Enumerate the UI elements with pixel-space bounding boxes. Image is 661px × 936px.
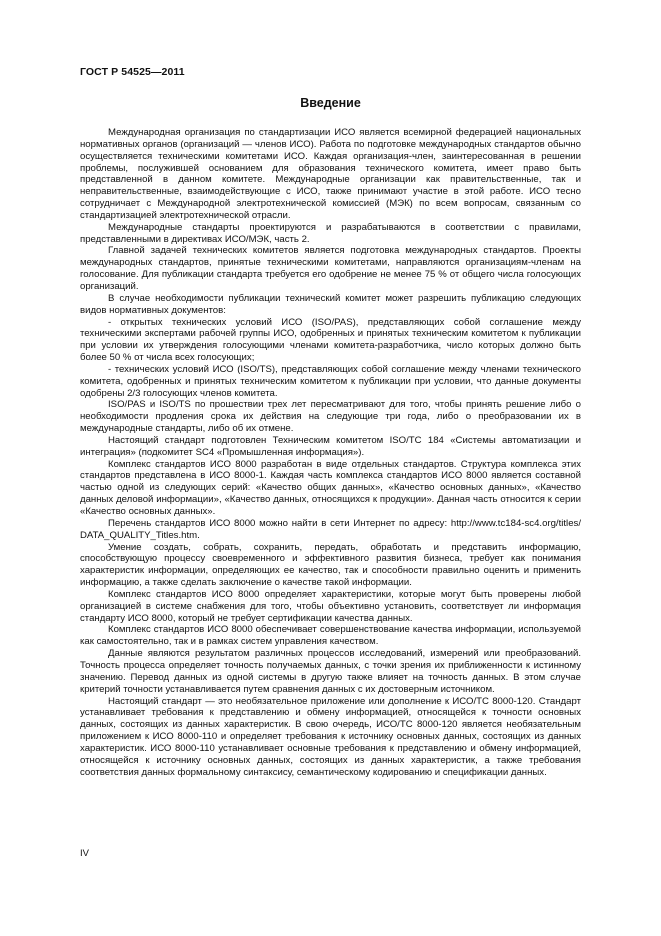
- paragraph: Умение создать, собрать, сохранить, передать, обработать и представить информацию, способствующую процессу своевременного и эффективного развития бизнеса, требует как понимания характеристик информации, определяющих ее качество, так и способности правильно оценить и применить информацию, а также сделать заключение о качестве такой информации.: [80, 541, 581, 589]
- paragraph: - открытых технических условий ИСО (ISO/PAS), представляющих собой соглашение между техническими экспертами рабочей группы ИСО, одобренных и принятых техническим комитетом к публикации при условии их утверждения голосующими членами комитета-разработчика, число которых должно быть более 50 % от числа всех голосующих;: [80, 316, 581, 364]
- paragraph: - технических условий ИСО (ISO/TS), представляющих собой соглашение между членами технического комитета, одобренных и принятых техническим комитетом к публикации при условии, что данные документы одобрены 2/3 голосующих членов комитета.: [80, 363, 581, 399]
- document-header: ГОСТ Р 54525—2011: [80, 66, 185, 78]
- paragraph: ISO/PAS и ISO/TS по прошествии трех лет пересматривают для того, чтобы принять решение либо о необходимости продления срока их действия на следующие три года, либо о преобразовании их в международные стандарты, либо об их отмене.: [80, 399, 581, 435]
- paragraph: Комплекс стандартов ИСО 8000 разработан в виде отдельных стандартов. Структура комплекса этих стандартов представлена в ИСО 8000-1. Каждая часть комплекса стандартов ИСО 8000 является составной частью одной из следующих серий: «Качество общих данных», «Качество основных данных», «Качество данных деловой информации», «Качество данных, относящихся к продукции». Данная часть относится к серии «Качество основных данных».: [80, 458, 581, 517]
- section-title: Введение: [300, 96, 361, 110]
- paragraph: Комплекс стандартов ИСО 8000 определяет характеристики, которые могут быть проверены любой организацией в системе снабжения для того, чтобы объективно установить, соответствует ли информация стандарту ИСО 8000, который не требует сертификации качества данных.: [80, 588, 581, 624]
- paragraph: Настоящий стандарт — это необязательное приложение или дополнение к ИСО/ТС 8000-120. Стандарт устанавливает требования к представлению и обмену информацией, относящейся к точности основных данных, состоящих из данных характеристик. В свою очередь, ИСО/ТС 8000-120 является необязательным приложением к ИСО 8000-110 и определяет требования к источнику основных данных, состоящих из данных характеристик. ИСО 8000-110 устанавливает основные требования к представлению и обмену информацией, относящейся к источнику основных данных, состоящих из данных характеристик, а также требования соответствия данных формальному синтаксису, семантическому кодированию и спецификации данных.: [80, 695, 581, 778]
- paragraph: Перечень стандартов ИСО 8000 можно найти в сети Интернет по адресу: http://www.tc184-sc4.org/titles/ DATA_QUALITY_Titles.htm.: [80, 517, 581, 541]
- paragraph: Комплекс стандартов ИСО 8000 обеспечивает совершенствование качества информации, используемой как самостоятельно, так и в рамках систем управления качеством.: [80, 624, 581, 648]
- paragraph: Настоящий стандарт подготовлен Техническим комитетом ISO/TC 184 «Системы автоматизации и интеграция» (подкомитет SC4 «Промышленная информация»).: [80, 434, 581, 458]
- paragraph: Международная организация по стандартизации ИСО является всемирной федерацией национальных нормативных органов (организаций — членов ИСО). Работа по подготовке международных стандартов обычно осуществляется техническими комитетами ИСО. Каждая организация-член, заинтересованная в решении проблемы, послужившей основанием для образования технического комитета, имеет право быть представленной в данном комитете. Международные организации как правительственные, так и неправительственные, взаимодействующие с ИСО, также принимают участие в этой работе. ИСО тесно сотрудничает с Международной электротехнической комиссией (МЭК) по всем вопросам, связанным со стандартизацией электротехнической отрасли.: [80, 127, 581, 221]
- document-body: [80, 127, 581, 778]
- paragraph: В случае необходимости публикации технический комитет может разрешить публикацию следующих видов нормативных документов:: [80, 292, 581, 316]
- paragraph: Главной задачей технических комитетов является подготовка международных стандартов. Проекты международных стандартов, принятые техническими комитетами, направляются организациям-членам на голосование. Для публикации стандарта требуется его одобрение не менее 75 % от общего числа голосующих организаций.: [80, 245, 581, 292]
- paragraph: Международные стандарты проектируются и разрабатываются в соответствии с правилами, представленными в директивах ИСО/МЭК, часть 2.: [80, 221, 581, 245]
- paragraph: Данные являются результатом различных процессов исследований, измерений или преобразований. Точность процесса определяет точность получаемых данных, с точки зрения их приближенности к истинному значению. Перевод данных из одной системы в другую также влияет на точность данных. В этом случае критерий точности устанавливается путем сравнения данных с их достоверным источником.: [80, 648, 581, 695]
- page-number: IV: [80, 848, 89, 859]
